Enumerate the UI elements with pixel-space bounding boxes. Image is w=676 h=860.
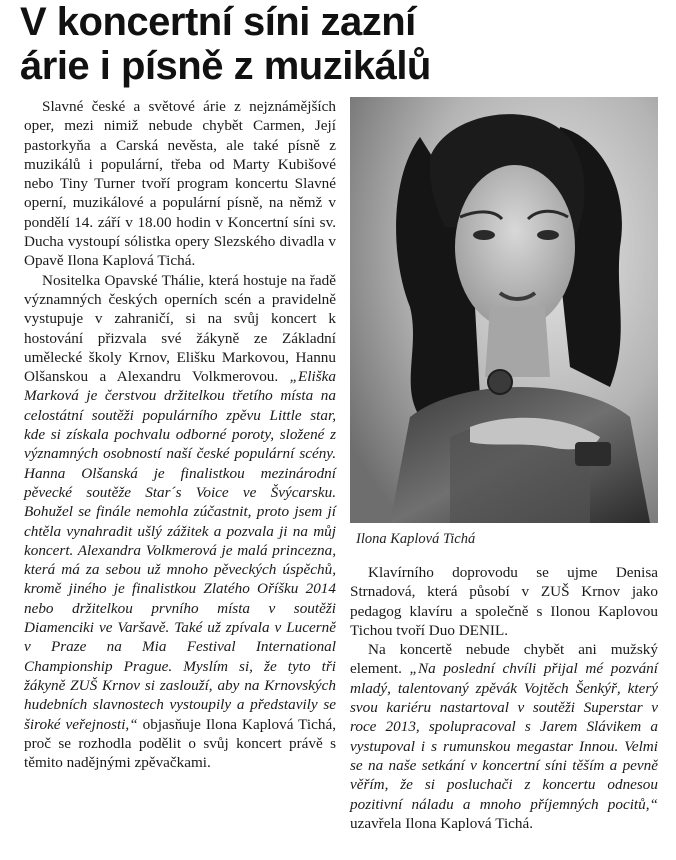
article-paragraph: Slavné české a světové árie z nejznámějších oper, mezi nimiž nebude chybět Carmen, Její pastorkyňa a Carská nevěsta, ale také písně z muzikálů i populární, třeba od Marty Kubišové nebo Tiny Turner tvoří program koncertu Slavné operní, muzikálové a populární písně, na němž v pondělí 14. září v 18.00 hodin v Koncertní síni sv. Ducha vystoupí sólistka opery Slezského divadla v Opavě Ilona Kaplová Tichá. [24,98,336,270]
portrait-image [350,97,658,523]
article-headline: V koncertní síni zazní árie i písně z muzikálů [20,0,431,88]
photo-caption: Ilona Kaplová Tichá [356,531,476,547]
article-paragraph [350,640,658,833]
article-left-column [24,97,336,772]
article-right-column [350,563,658,833]
paragraph-intro: Na koncertě nebude chybět ani mužský element. [350,641,658,678]
paragraph-outro: uzavřela Ilona Kaplová Tichá. [350,814,534,832]
article-paragraph: Klavírního doprovodu se ujme Denisa Strnadová, která působí v ZUŠ Krnov jako pedagog klavíru a společně s Ilonou Kaplovou Tichou tvoří Duo DENIL. [350,564,658,639]
paragraph-outro: objasňuje Ilona Kaplová Tichá, proč se rozhodla podělit o svůj koncert právě s těmito nadějnými zpěvačkami. [24,715,336,772]
portrait-photo [350,97,658,523]
paragraph-intro: Nositelka Opavské Thálie, která hostuje na řadě významných českých operních scén a pravidelně vystupuje v zahraničí, si na svůj koncert k hostování přizvala své žákyně ze Základní umělecké školy Krnov, Elišku Markovou, Hannu Olšanskou a Alexandru Volkmerovou. [24,271,336,386]
quote-text: „Na poslední chvíli přijal mé pozvání mladý, talentovaný zpěvák Vojtěch Šenkýř, který svou kariéru nastartoval v soutěži Superstar v roce 2013, spolupracoval s Jarem Slávikem a vystupoval i s rumunskou megastar Innou. Velmi se na naše setkání v koncertní síni těším a pevně věřím, že si posluchači z koncertu odnesou pozitivní náladu a mnoho příjemných pocitů,“ [350,660,658,813]
article-paragraph [24,271,336,773]
quote-text: „Eliška Marková je čerstvou držitelkou třetího místa na celostátní soutěži populárního zpěvu Little star, kde si získala pochvalu odborné poroty, složené z významných osobností naší české populární scény. Hanna Olšanská je finalistkou mezinárodní pěvecké soutěže Star´s Voice ve Švýcarsku. Bohužel se finále nemohla zúčastnit, proto jsem jí chtěla vynahradit ušlý zážitek a pozvala ji na můj koncert. Alexandra Volkmerová je malá princezna, která má za sebou už mnoho pěveckých úspěchů, kromě jiného je finalistkou Zlatého Oříšku 2014 nebo držitelkou prvního místa v soutěži Diamenciki ve Varšavě. Také už zpívala v Lucerně v Praze na Mia Festival International Championship Prague. Myslím si, že tyto tři žákyně ZUŠ Krnov si zaslouží, aby na Krnovských hudebních slavnostech vystoupily a představily se široké veřejnosti,“ [24,368,336,733]
